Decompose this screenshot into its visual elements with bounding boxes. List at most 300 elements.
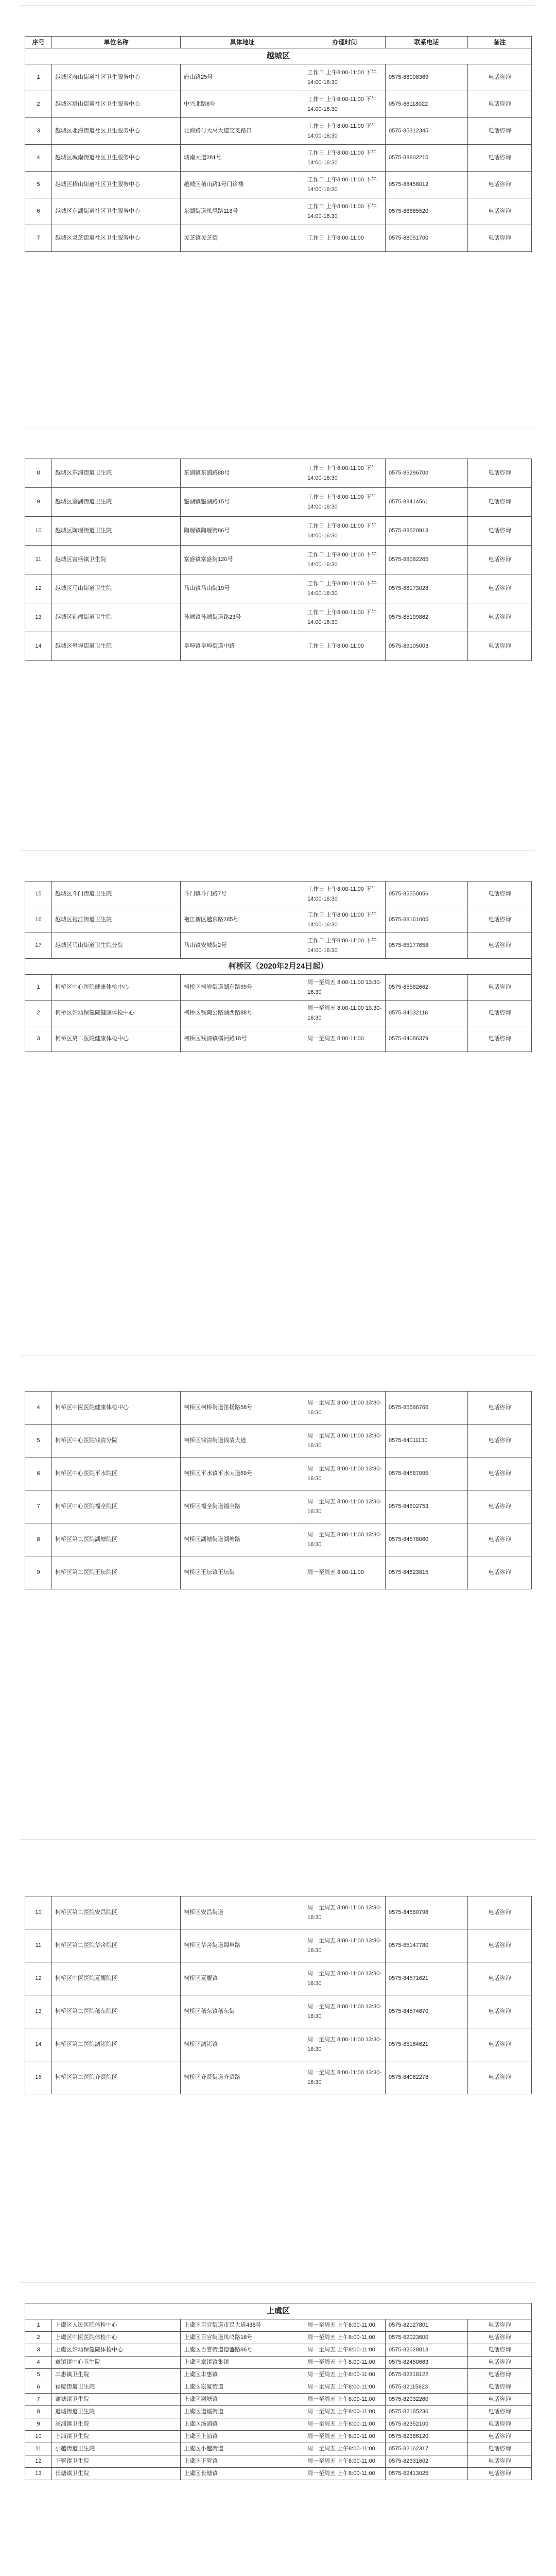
table-row [25,574,532,603]
unit-name: 越城区北海街道社区卫生服务中心 [52,118,181,145]
remark: 电话咨询 [468,632,532,661]
remark: 电话咨询 [468,91,532,118]
remark: 电话咨询 [468,2332,532,2344]
address: 斗门镇斗门路7号 [181,882,304,907]
row-number: 4 [25,145,52,172]
phone-number: 0575-85586766 [386,1392,468,1425]
unit-name: 崧厦街道卫生院 [52,2381,181,2394]
row-number: 1 [25,2319,52,2332]
row-number: 15 [25,2061,52,2094]
address: 东浦镇东浦路88号 [181,459,304,488]
info-table [25,2303,532,2480]
row-number: 17 [25,933,52,959]
row-number: 5 [25,2369,52,2381]
address: 上虞区道墟街道 [181,2406,304,2418]
office-hours: 工作日 上午8:00-11:00 下午14:00-16:30 [304,933,386,959]
phone-number: 0575-82352100 [386,2418,468,2431]
office-hours: 周一至周五 上午8:00-11:00 [304,2418,386,2431]
remark: 电话咨询 [468,2431,532,2443]
office-hours: 工作日 上午8:00-11:00 下午14:00-16:30 [304,172,386,198]
row-number: 3 [25,118,52,145]
office-hours: 工作日 上午8:00-11:00 下午14:00-16:30 [304,145,386,172]
address: 柯桥区漓渚镇 [181,2028,304,2061]
phone-number: 0575-84602753 [386,1490,468,1523]
table-row [25,2443,532,2455]
address: 上虞区百官街道凤鸣路16号 [181,2332,304,2344]
phone-number: 0575-85199862 [386,603,468,632]
row-number: 10 [25,2431,52,2443]
phone-number: 0575-89105003 [386,632,468,661]
office-hours: 周一至周五 8:00-11:00 [304,1026,386,1052]
address: 马山镇马山街19号 [181,574,304,603]
phone-number: 0575-88098369 [386,64,468,91]
column-header: 办理时间 [304,37,386,48]
remark: 电话咨询 [468,2468,532,2480]
remark: 电话咨询 [468,172,532,198]
table-row [25,2381,532,2394]
document-page [0,845,556,1309]
office-hours: 工作日 上午8:00-11:00 下午14:00-16:30 [304,907,386,933]
row-number: 4 [25,1392,52,1425]
address: 上虞区汤浦镇 [181,2418,304,2431]
phone-number: 0575-85312345 [386,118,468,145]
remark: 电话咨询 [468,225,532,252]
phone-number: 0575-85177658 [386,933,468,959]
remark: 电话咨询 [468,1523,532,1556]
table-row [25,603,532,632]
column-header: 单位名称 [52,37,181,48]
phone-number: 0575-82318122 [386,2369,468,2381]
table-row [25,64,532,91]
row-number: 13 [25,2468,52,2480]
table-row [25,91,532,118]
unit-name: 越城区城南街道社区卫生服务中心 [52,145,181,172]
unit-name: 上虞区妇幼保健院体检中心 [52,2344,181,2357]
unit-name: 章镇镇中心卫生院 [52,2357,181,2369]
unit-name: 越城区富盛镇卫生院 [52,546,181,574]
remark: 电话咨询 [468,2381,532,2394]
info-table [25,459,532,661]
phone-number: 0575-88414561 [386,488,468,517]
address: 府山路25号 [181,64,304,91]
phone-number: 0575-84086379 [386,1026,468,1052]
remark: 电话咨询 [468,118,532,145]
row-number: 7 [25,1490,52,1523]
unit-name: 越城区鉴湖街道卫生院 [52,488,181,517]
unit-name: 越城区袍江街道卫生院 [52,907,181,933]
table-row [25,1556,532,1589]
address: 柯桥区齐贤街道齐贤路 [181,2061,304,2094]
remark: 电话咨询 [468,2406,532,2418]
info-table [25,1896,532,2094]
address: 柯桥区柯岩街道湖东路99号 [181,975,304,1001]
phone-number: 0575-84062278 [386,2061,468,2094]
address: 上虞区长塘镇 [181,2468,304,2480]
unit-name: 越城区稽山街道社区卫生服务中心 [52,172,181,198]
row-number: 13 [25,603,52,632]
office-hours: 周一至周五 上午8:00-11:00 [304,2394,386,2406]
document-page [0,1350,556,1814]
document-page [0,2277,556,2576]
table-row [25,2319,532,2332]
address: 上虞区丰惠镇 [181,2369,304,2381]
document-page [0,1834,556,2246]
address: 柯桥区湖塘街道湖塘路 [181,1523,304,1556]
row-number: 6 [25,1458,52,1490]
unit-name: 小越街道卫生院 [52,2443,181,2455]
unit-name: 越城区塔山街道社区卫生服务中心 [52,91,181,118]
unit-name: 汤浦镇卫生院 [52,2418,181,2431]
phone-number: 0575-88118022 [386,91,468,118]
phone-number: 0575-84560798 [386,1896,468,1929]
office-hours: 周一至周五 8:00-11:00 13:30-16:30 [304,1995,386,2028]
table-row [25,1929,532,1962]
row-number: 11 [25,2443,52,2455]
unit-name: 柯桥区第二医院湖塘院区 [52,1523,181,1556]
unit-name: 越城区东湖街道社区卫生服务中心 [52,198,181,225]
phone-number: 0575-84578060 [386,1523,468,1556]
office-hours: 周一至周五 8:00-11:00 13:30-16:30 [304,1458,386,1490]
office-hours: 周一至周五 8:00-11:00 13:30-16:30 [304,1896,386,1929]
address: 柯桥区钱陶公路湖西路88号 [181,1001,304,1026]
phone-number: 0575-88665520 [386,198,468,225]
address: 上虞区谢塘镇 [181,2394,304,2406]
phone-number: 0575-82386120 [386,2431,468,2443]
unit-name: 柯桥区中心医院福全院区 [52,1490,181,1523]
remark: 电话咨询 [468,1458,532,1490]
table-row [25,172,532,198]
row-number: 13 [25,1995,52,2028]
phone-number: 0575-85582662 [386,975,468,1001]
unit-name: 越城区马山街道卫生院 [52,574,181,603]
address: 柯桥区福全街道福全路 [181,1490,304,1523]
unit-name: 上浦镇卫生院 [52,2431,181,2443]
phone-number: 0575-85147780 [386,1929,468,1962]
row-number: 9 [25,2418,52,2431]
remark: 电话咨询 [468,1490,532,1523]
office-hours: 周一至周五 上午8:00-11:00 [304,2319,386,2332]
phone-number: 0575-88082265 [386,546,468,574]
unit-name: 越城区府山街道社区卫生服务中心 [52,64,181,91]
region-title: 越城区 [25,48,532,64]
phone-number: 0575-88173028 [386,574,468,603]
row-number: 10 [25,517,52,546]
table-row [25,632,532,661]
remark: 电话咨询 [468,882,532,907]
address: 马山镇安城街2号 [181,933,304,959]
row-number: 1 [25,64,52,91]
region-row [25,2303,532,2319]
phone-number: 0575-84032116 [386,1001,468,1026]
row-number: 16 [25,907,52,933]
table-row [25,1026,532,1052]
office-hours: 周一至周五 8:00-11:00 13:30-16:30 [304,1929,386,1962]
address: 柯桥区安昌街道 [181,1896,304,1929]
row-number: 2 [25,2332,52,2344]
phone-number: 0575-84571621 [386,1962,468,1995]
phone-number: 0575-84574670 [386,1995,468,2028]
office-hours: 周一至周五 8:00-11:00 13:30-16:30 [304,975,386,1001]
address: 上虞区章镇镇集镇 [181,2357,304,2369]
unit-name: 柯桥区第二医院安昌院区 [52,1896,181,1929]
table-row [25,145,532,172]
table-row [25,975,532,1001]
unit-name: 柯桥区中心医院平水院区 [52,1458,181,1490]
table-row [25,2028,532,2061]
address: 鉴湖镇鉴湖路15号 [181,488,304,517]
table-row [25,118,532,145]
phone-number: 0575-82115623 [386,2381,468,2394]
phone-number: 0575-88620913 [386,517,468,546]
row-number: 1 [25,975,52,1001]
remark: 电话咨询 [468,907,532,933]
phone-number: 0575-84011130 [386,1425,468,1458]
row-number: 15 [25,882,52,907]
office-hours: 工作日 上午8:00-11:00 [304,225,386,252]
remark: 电话咨询 [468,574,532,603]
phone-number: 0575-88051700 [386,225,468,252]
address: 柯桥区钱清街道钱清大道 [181,1425,304,1458]
info-table [25,36,532,252]
remark: 电话咨询 [468,1392,532,1425]
unit-name: 柯桥区中心医院钱清分院 [52,1425,181,1458]
address: 城南大道281号 [181,145,304,172]
remark: 电话咨询 [468,2418,532,2431]
office-hours: 周一至周五 8:00-11:00 13:30-16:30 [304,1001,386,1026]
remark: 电话咨询 [468,603,532,632]
table-row [25,1490,532,1523]
table-row [25,2369,532,2381]
row-number: 2 [25,1001,52,1026]
row-number: 8 [25,1523,52,1556]
phone-number: 0575-85164621 [386,2028,468,2061]
office-hours: 周一至周五 8:00-11:00 13:30-16:30 [304,1425,386,1458]
column-header: 联系电话 [386,37,468,48]
remark: 电话咨询 [468,933,532,959]
document-page [0,0,556,289]
remark: 电话咨询 [468,1026,532,1052]
phone-number: 0575-88802215 [386,145,468,172]
unit-name: 越城区皋埠街道卫生院 [52,632,181,661]
office-hours: 周一至周五 上午8:00-11:00 [304,2381,386,2394]
table-row [25,2357,532,2369]
remark: 电话咨询 [468,2344,532,2357]
remark: 电话咨询 [468,2394,532,2406]
phone-number: 0575-85550056 [386,882,468,907]
office-hours: 周一至周五 上午8:00-11:00 [304,2443,386,2455]
table-row [25,882,532,907]
office-hours: 周一至周五 8:00-11:00 [304,1556,386,1589]
region-title: 柯桥区（2020年2月24日起） [25,959,532,975]
office-hours: 工作日 上午8:00-11:00 下午14:00-16:30 [304,517,386,546]
office-hours: 周一至周五 8:00-11:00 13:30-16:30 [304,2028,386,2061]
table-row [25,2468,532,2480]
office-hours: 周一至周五 上午8:00-11:00 [304,2357,386,2369]
phone-number: 0575-85296700 [386,459,468,488]
row-number: 8 [25,459,52,488]
row-number: 11 [25,1929,52,1962]
table-row [25,488,532,517]
info-table [25,1391,532,1589]
row-number: 5 [25,1425,52,1458]
row-number: 10 [25,1896,52,1929]
row-number: 12 [25,2455,52,2468]
row-number: 5 [25,172,52,198]
row-number: 3 [25,2344,52,2357]
phone-number: 0575-82450663 [386,2357,468,2369]
unit-name: 越城区斗门街道卫生院 [52,882,181,907]
table-row [25,1995,532,2028]
address: 中兴北路8号 [181,91,304,118]
remark: 电话咨询 [468,64,532,91]
remark: 电话咨询 [468,1425,532,1458]
unit-name: 柯桥区第二医院齐贤院区 [52,2061,181,2094]
address: 柯桥区稽东镇稽东街 [181,1995,304,2028]
office-hours: 工作日 上午8:00-11:00 下午14:00-16:30 [304,574,386,603]
table-row [25,1896,532,1929]
phone-number: 0575-82032260 [386,2394,468,2406]
office-hours: 工作日 上午8:00-11:00 下午14:00-16:30 [304,488,386,517]
table-row [25,2332,532,2344]
remark: 电话咨询 [468,1556,532,1589]
table-row [25,1425,532,1458]
document-page [0,422,556,814]
address: 孙端镇孙端街道路23号 [181,603,304,632]
unit-name: 柯桥区中心医院健康体检中心 [52,975,181,1001]
remark: 电话咨询 [468,546,532,574]
office-hours: 周一至周五 8:00-11:00 13:30-16:30 [304,1523,386,1556]
table-row [25,198,532,225]
unit-name: 柯桥区中医医院夏履院区 [52,1962,181,1995]
remark: 电话咨询 [468,1962,532,1995]
office-hours: 周一至周五 上午8:00-11:00 [304,2369,386,2381]
office-hours: 周一至周五 上午8:00-11:00 [304,2455,386,2468]
phone-number: 0575-88161005 [386,907,468,933]
remark: 电话咨询 [468,1001,532,1026]
office-hours: 工作日 上午8:00-11:00 下午14:00-16:30 [304,198,386,225]
table-row [25,2344,532,2357]
remark: 电话咨询 [468,1929,532,1962]
office-hours: 工作日 上午8:00-11:00 下午14:00-16:30 [304,603,386,632]
office-hours: 工作日 上午8:00-11:00 下午14:00-16:30 [304,91,386,118]
office-hours: 工作日 上午8:00-11:00 下午14:00-16:30 [304,64,386,91]
remark: 电话咨询 [468,2369,532,2381]
table-row [25,1392,532,1425]
row-number: 9 [25,1556,52,1589]
phone-number: 0575-82185236 [386,2406,468,2418]
address: 越城区稽山路1号门诊楼 [181,172,304,198]
row-number: 7 [25,225,52,252]
region-title: 上虞区 [25,2303,532,2319]
table-row [25,1458,532,1490]
row-number: 4 [25,2357,52,2369]
table-row [25,1962,532,1995]
table-row [25,907,532,933]
table-row [25,2418,532,2431]
office-hours: 工作日 上午8:00-11:00 [304,632,386,661]
address: 柯桥区夏履镇 [181,1962,304,1995]
row-number: 12 [25,574,52,603]
office-hours: 周一至周五 8:00-11:00 13:30-16:30 [304,1962,386,1995]
column-header: 序号 [25,37,52,48]
row-number: 6 [25,2381,52,2394]
address: 上虞区崧厦街道 [181,2381,304,2394]
remark: 电话咨询 [468,459,532,488]
address: 柯桥区钱清镇横河路18号 [181,1026,304,1052]
table-header-row [25,37,532,48]
region-row [25,48,532,64]
phone-number: 0575-82127801 [386,2319,468,2332]
row-number: 8 [25,2406,52,2418]
address: 皋埠镇皋埠街道中路 [181,632,304,661]
table-row [25,933,532,959]
address: 袍江新区越东路285号 [181,907,304,933]
row-number: 11 [25,546,52,574]
column-header: 具体地址 [181,37,304,48]
row-number: 12 [25,1962,52,1995]
phone-number: 0575-84587095 [386,1458,468,1490]
unit-name: 谢塘镇卫生院 [52,2394,181,2406]
remark: 电话咨询 [468,2028,532,2061]
office-hours: 周一至周五 上午8:00-11:00 [304,2344,386,2357]
office-hours: 周一至周五 8:00-11:00 13:30-16:30 [304,1392,386,1425]
address: 柯桥区柯桥街道笛扬路58号 [181,1392,304,1425]
phone-number: 0575-88456012 [386,172,468,198]
remark: 电话咨询 [468,2061,532,2094]
unit-name: 越城区东浦街道卫生院 [52,459,181,488]
address: 东湖街道凤凰路118号 [181,198,304,225]
row-number: 3 [25,1026,52,1052]
remark: 电话咨询 [468,975,532,1001]
unit-name: 丰惠镇卫生院 [52,2369,181,2381]
table-row [25,2406,532,2418]
table-row [25,2431,532,2443]
remark: 电话咨询 [468,145,532,172]
remark: 电话咨询 [468,488,532,517]
region-row [25,959,532,975]
row-number: 6 [25,198,52,225]
office-hours: 周一至周五 8:00-11:00 13:30-16:30 [304,2061,386,2094]
address: 柯桥区华舍街道蜀阜路 [181,1929,304,1962]
unit-name: 道墟街道卫生院 [52,2406,181,2418]
row-number: 9 [25,488,52,517]
unit-name: 柯桥区中医医院健康体检中心 [52,1392,181,1425]
address: 上虞区上浦镇 [181,2431,304,2443]
table-row [25,1523,532,1556]
office-hours: 工作日 上午8:00-11:00 下午14:00-16:30 [304,546,386,574]
office-hours: 周一至周五 上午8:00-11:00 [304,2406,386,2418]
remark: 电话咨询 [468,517,532,546]
address: 上虞区小越街道 [181,2443,304,2455]
unit-name: 上虞区中医医院体检中心 [52,2332,181,2344]
remark: 电话咨询 [468,1995,532,2028]
row-number: 7 [25,2394,52,2406]
address: 上虞区百官街道市民大道438号 [181,2319,304,2332]
table-row [25,517,532,546]
table-row [25,459,532,488]
unit-name: 越城区灵芝街道社区卫生服务中心 [52,225,181,252]
unit-name: 长塘镇卫生院 [52,2468,181,2480]
address: 北海路与大禹大道交叉路口 [181,118,304,145]
phone-number: 0575-82023600 [386,2332,468,2344]
office-hours: 工作日 上午8:00-11:00 下午14:00-16:30 [304,459,386,488]
remark: 电话咨询 [468,2455,532,2468]
address: 上虞区下管镇 [181,2455,304,2468]
unit-name: 柯桥区第二医院王坛院区 [52,1556,181,1589]
office-hours: 周一至周五 8:00-11:00 13:30-16:30 [304,1490,386,1523]
address: 上虞区百官街道德盛路86号 [181,2344,304,2357]
remark: 电话咨询 [468,1896,532,1929]
